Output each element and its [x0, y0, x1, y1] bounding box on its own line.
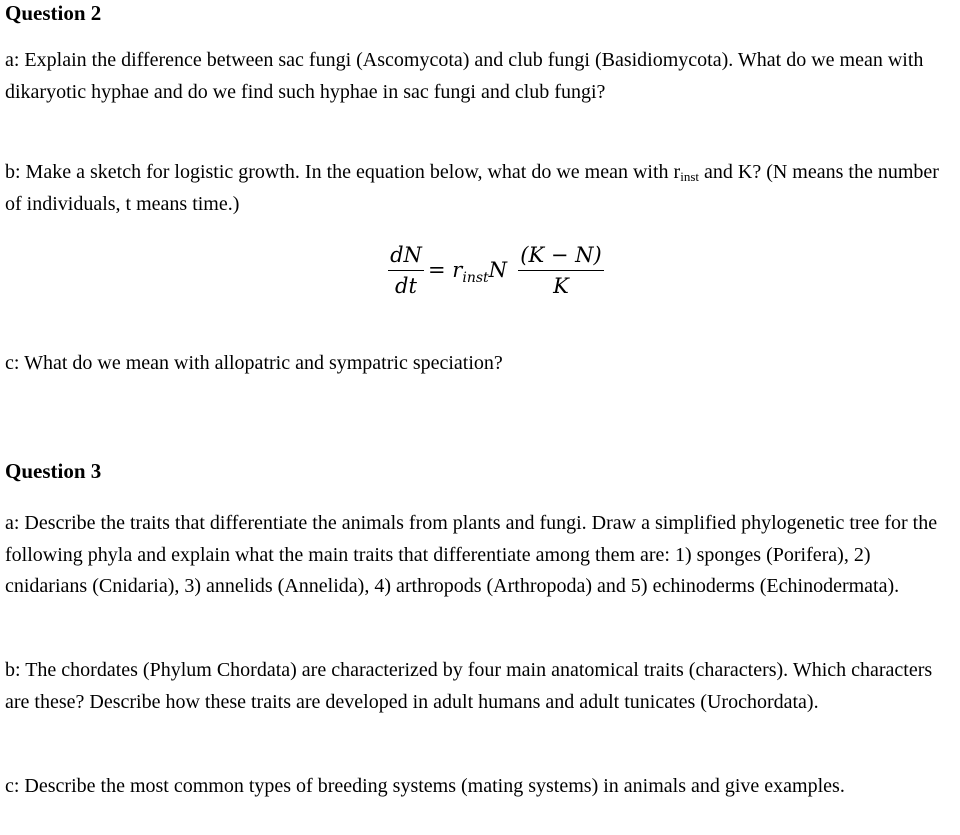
question-3a-text: a: Describe the traits that differentiate the animals from plants and fungi. Draw a simplified phylogenetic tree for the following phyla and explain what the main traits that differentiate among them are: 1) sponges (Porifera), 2) cnidarians (Cnidaria), 3) annelids (Annelida), 4) arthropods (Arthropoda) and 5) echinoderms (Echinodermata). [5, 512, 938, 597]
equation-rhs-fraction [518, 242, 604, 299]
question-3-heading: Question 3 [5, 459, 102, 483]
question-2b-subscript: inst [680, 169, 699, 184]
question-3c-text: c: Describe the most common types of breeding systems (mating systems) in animals and give examples. [5, 775, 845, 797]
question-2a-text: a: Explain the difference between sac fungi (Ascomycota) and club fungi (Basidiomycota). What do we mean with dikaryotic hyphae and do we find such hyphae in sac fungi and club fungi? [5, 49, 924, 103]
equation-n: N [488, 258, 508, 282]
equation-rhs-denominator: K [553, 274, 569, 298]
question-2c-text: c: What do we mean with allopatric and sympatric speciation? [5, 352, 503, 374]
question-2b-text [5, 157, 955, 220]
question-2b-part2: and K? (N means the number of individuals, t means time.) [5, 161, 939, 215]
equation-lhs-numerator: dN [390, 243, 422, 267]
equation-middle [428, 255, 507, 285]
equation-r: r [452, 258, 463, 282]
logistic-growth-equation [388, 242, 628, 302]
equation-lhs-fraction [388, 242, 424, 299]
question-2-heading: Question 2 [5, 1, 102, 25]
question-2b-part1: b: Make a sketch for logistic growth. In the equation below, what do we mean with r [5, 161, 681, 183]
equation-equals-sign: = [428, 258, 446, 282]
equation-rhs-numerator: (K − N) [520, 243, 602, 267]
equation-lhs-denominator: dt [395, 274, 417, 298]
equation-rhs-fraction-bar [518, 270, 604, 271]
equation-r-subscript: inst [462, 270, 489, 286]
question-3b-text: b: The chordates (Phylum Chordata) are characterized by four main anatomical traits (characters). Which characters are these? Describe how these traits are developed in adult humans and adult tunicates (Urochordata). [5, 659, 933, 713]
equation-lhs-fraction-bar [388, 270, 424, 271]
